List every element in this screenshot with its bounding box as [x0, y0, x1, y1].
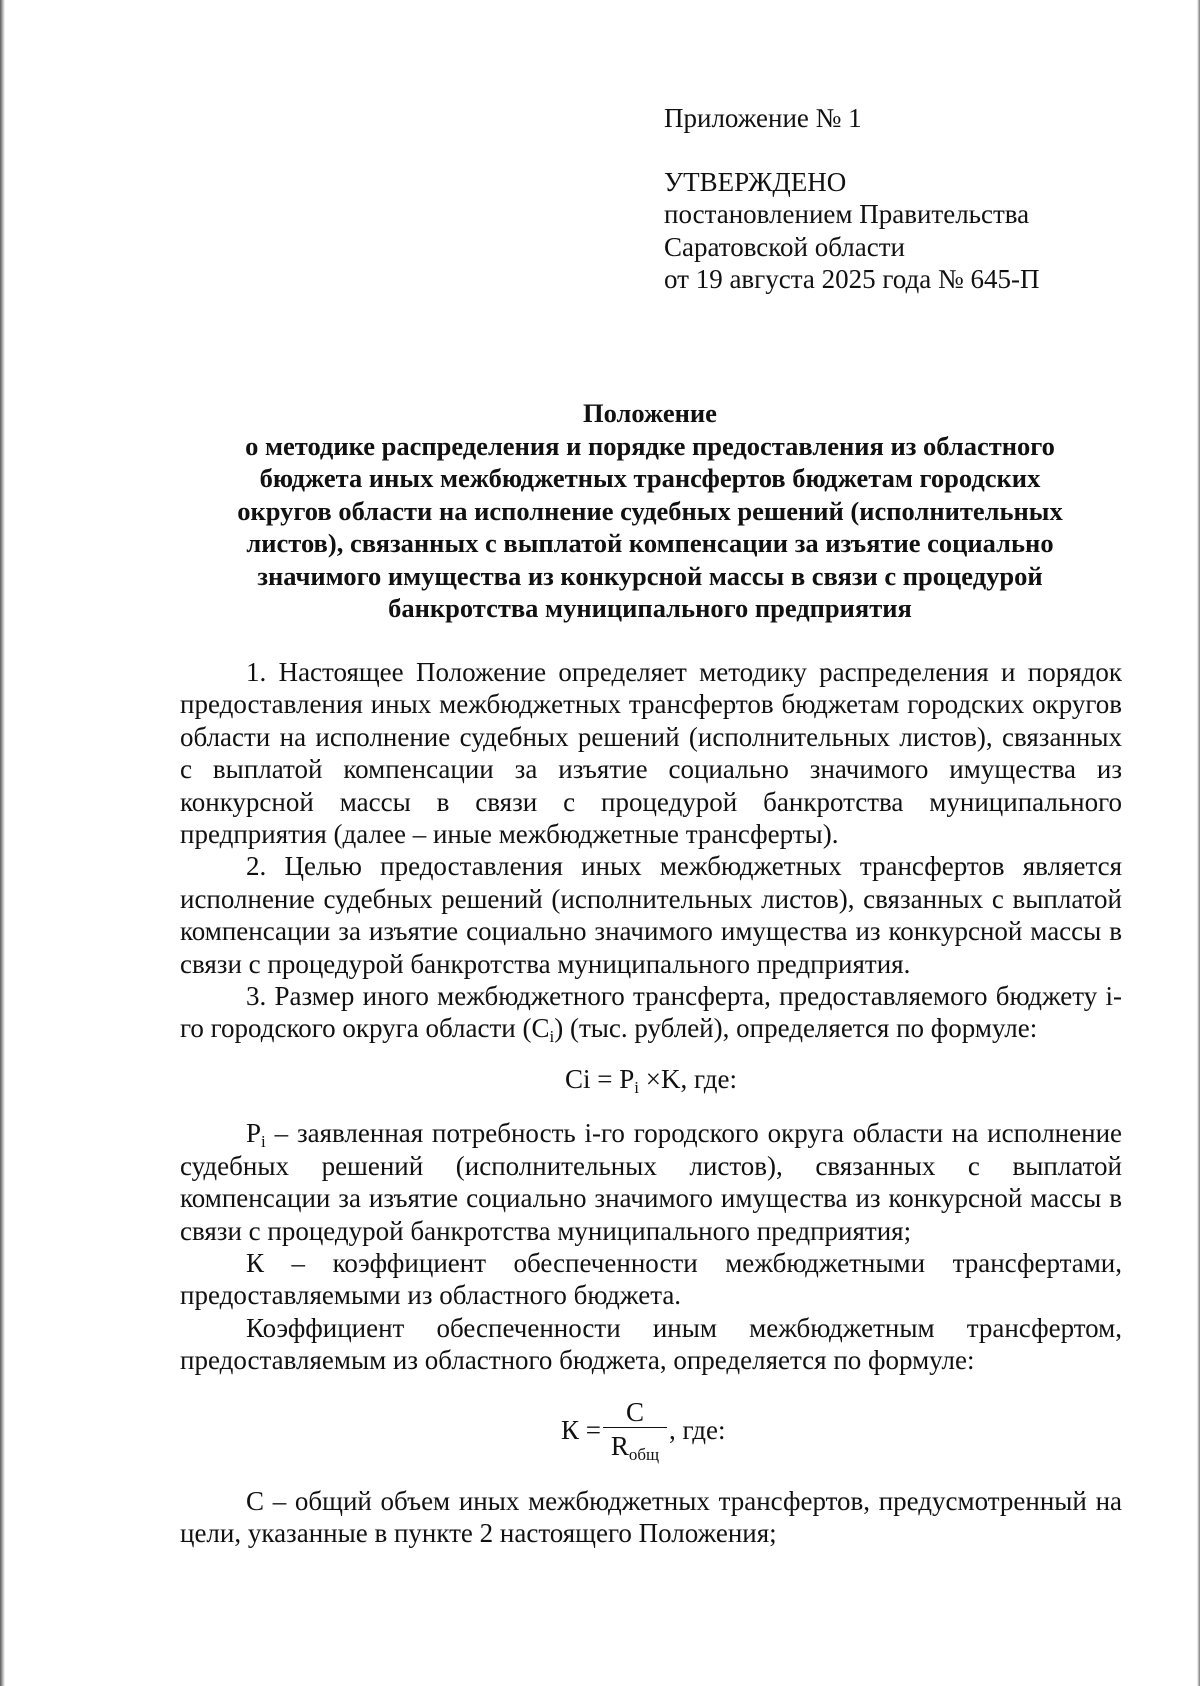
- scan-edge-left: [0, 0, 5, 1686]
- coefficient-paragraph: Коэффициент обеспеченности иным межбюджетным трансфертом, предоставляемым из областного бюджета, определяется по формуле:: [180, 1312, 1122, 1376]
- denominator-symbol: R: [610, 1431, 629, 1462]
- paragraph-3: [180, 980, 1122, 1045]
- approval-line-3: от 19 августа 2025 года № 645-П: [664, 264, 1040, 294]
- title-line: банкротства муниципального предприятия: [388, 593, 912, 623]
- definition-k: К – коэффициент обеспеченности межбюджетными трансфертами, предоставляемыми из областного бюджета.: [180, 1247, 1122, 1311]
- approval-line-2: Саратовской области: [664, 231, 905, 262]
- pi-symbol: P: [246, 1118, 262, 1149]
- approval-line-1: постановлением Правительства: [664, 199, 1030, 229]
- definition-pi: [180, 1117, 1122, 1247]
- formula-k-right: , где:: [669, 1415, 726, 1446]
- formula-k-expression: [561, 1397, 725, 1465]
- definition-c: С – общий объем иных межбюджетных трансфертов, предусмотренный на цели, указанные в пункте 2 настоящего Положения;: [180, 1485, 1122, 1548]
- title-heading: Положение: [583, 398, 717, 428]
- p3-text-before: 3. Размер иного межбюджетного трансферта, предоставляемого бюджету i-го городского округа области (C: [180, 981, 1122, 1044]
- fraction-denominator: [605, 1428, 665, 1464]
- approval-block: [664, 102, 1039, 296]
- title-line: значимого имущества из конкурсной массы в связи с процедурой: [257, 560, 1043, 591]
- pi-definition: – заявленная потребность i-го городского округа области на исполнение судебных решений (исполнительных листов), связанных с выплатой компенсации за изъятие социально значимого имущества из конкурсной массы в связи с процедурой банкротства муниципального предприятия;: [180, 1118, 1122, 1246]
- formula-k: [180, 1397, 1122, 1465]
- p3-subscript: i: [549, 1027, 555, 1047]
- document-title: [180, 397, 1120, 625]
- denominator-subscript: общ: [628, 1445, 660, 1465]
- formula-k-left: К =: [561, 1415, 601, 1446]
- pi-subscript: i: [261, 1132, 266, 1152]
- formula-ci-right: ×K, где:: [639, 1063, 737, 1094]
- formula-ci-subscript: i: [634, 1077, 640, 1097]
- title-line: бюджета иных межбюджетных трансфертов бюджетам городских: [259, 463, 1041, 493]
- formula-ci-left: Ci = P: [565, 1063, 635, 1094]
- title-line: округов области на исполнение судебных решений (исполнительных: [237, 495, 1063, 526]
- p3-text-after: ) (тыс. рублей), определяется по формуле:: [554, 1013, 1038, 1044]
- appendix-number: Приложение № 1: [664, 103, 862, 133]
- paragraph-2: 2. Целью предоставления иных межбюджетных трансфертов является исполнение судебных решений (исполнительных листов), связанных с выплатой компенсации за изъятие социально значимого имущества из конкурсной массы в связи с процедурой банкротства муниципального предприятия.: [180, 851, 1122, 979]
- formula-k-fraction: [603, 1397, 667, 1465]
- title-line: листов), связанных с выплатой компенсации за изъятие социально: [246, 528, 1054, 558]
- title-line: о методике распределения и порядке предоставления из областного: [245, 430, 1055, 461]
- paragraph-1: 1. Настоящее Положение определяет методику распределения и порядок предоставления иных межбюджетных трансфертов бюджетам городских округов области на исполнение судебных решений (исполнительных листов), связанных с выплатой компенсации за изъятие социально значимого имущества из конкурсной массы в связи с процедурой банкротства муниципального предприятия (далее – иные межбюджетные трансферты).: [180, 657, 1122, 850]
- approved-label: УТВЕРЖДЕНО: [664, 166, 847, 197]
- document-body: [180, 656, 1122, 1549]
- formula-ci: [180, 1063, 1122, 1095]
- fraction-numerator: C: [625, 1396, 644, 1427]
